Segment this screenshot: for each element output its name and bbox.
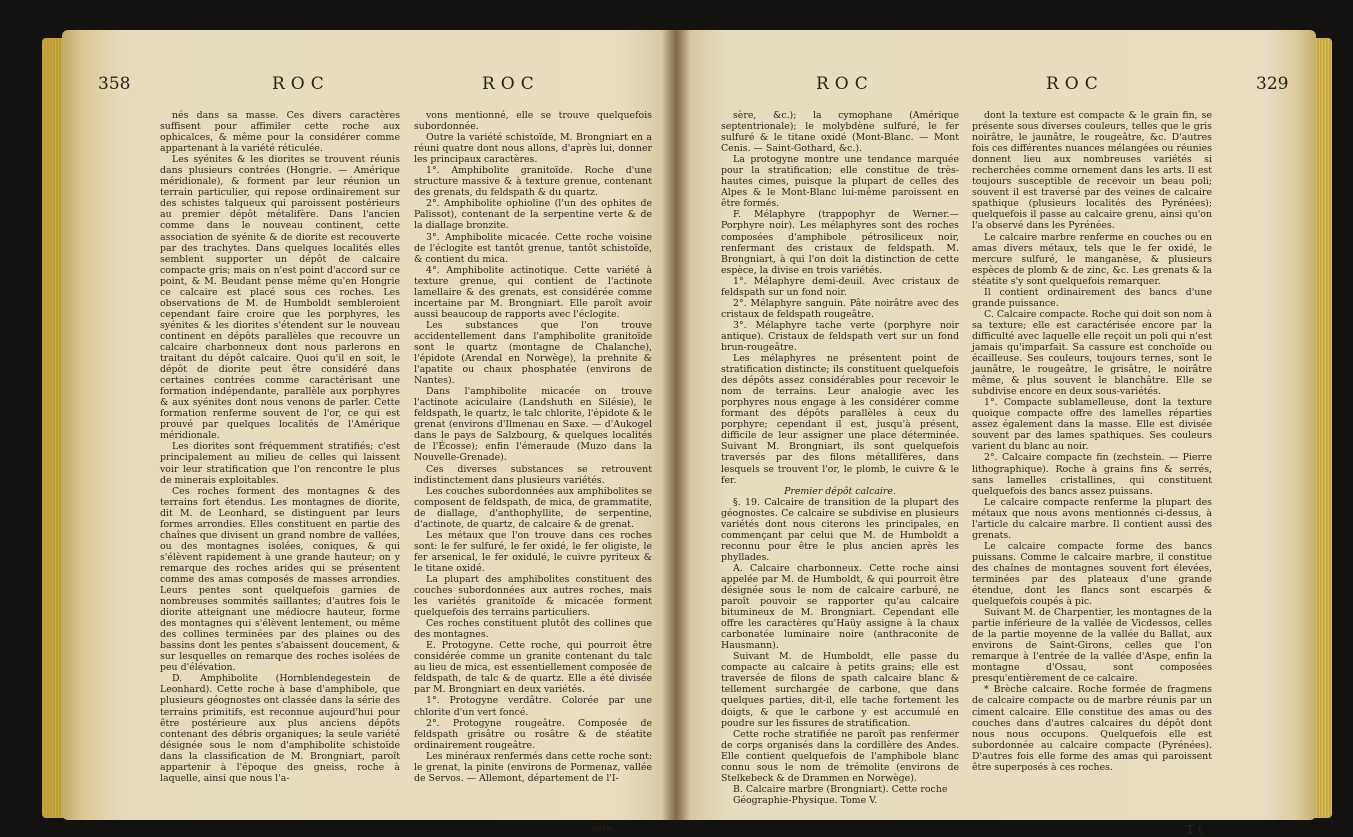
right-page xyxy=(676,30,1316,837)
right-running-head-1: ROC xyxy=(816,74,874,94)
paragraph: Les diorites sont fréquemment stratifiés; c'est principalement au milieu de celles qui laissent voir leur stratification que l'on rencontre le plus de minerais exploitables. xyxy=(160,441,400,486)
left-page-column-1 xyxy=(160,110,400,784)
paragraph: vons mentionné, elle se trouve quelquefois subordonnée. xyxy=(414,110,652,133)
left-page-number: 358 xyxy=(98,74,131,94)
paragraph: Outre la variété schistoïde, M. Brongniart en a réuni quatre dont nous allons, d'après lui, donner les principaux caractères. xyxy=(414,132,652,166)
paragraph: * Brèche calcaire. Roche formée de fragmens de calcaire compacte ou de marbre réunis par un ciment calcaire. Elle constitue des amas ou des couches dans d'autres calcaires du dépôt dont nous nous occupons. Quelquefois elle est subordonnée au calcaire compacte (Pyrénées). D'autres fois elle forme des amas qui paroissent être superposés à ces roches. xyxy=(972,684,1212,773)
paragraph: Il contient ordinairement des bancs d'une grande puissance. xyxy=(972,286,1212,309)
right-page-column-2 xyxy=(972,110,1212,773)
paragraph: Suivant M. de Humboldt, elle passe du compacte au calcaire à petits grains; elle est traversée de filons de spath calcaire blanc & tellement surchargée de carbone, que dans quelques parties, dit-il, elle tache fortement les doigts, & que le carbone y est accumulé en poudre sur les fissures de stratification. xyxy=(721,651,959,729)
paragraph: B. Calcaire marbre (Brongniart). Cette roche xyxy=(733,783,948,795)
left-page xyxy=(62,30,676,834)
paragraph: Suivant M. de Charpentier, les montagnes de la partie inférieure de la vallée de Vicdessos, celles de la partie moyenne de la vallée du Ballat, aux environs de Saint-Girons, celles que l'on remarque à l'entrée de la vallée d'Aspe, enfin la montagne d'Ossau, sont composées presqu'entièrement de ce calcaire. xyxy=(972,607,1212,685)
paragraph: dont la texture est compacte & le grain fin, se présente sous diverses couleurs, telles que le gris noirâtre, le jaunâtre, le rougeâtre, &c. D'autres fois ces différentes nuances mélangées ou réunies donnent lieu aux nombreuses variétés si recherchées comme ornement dans les arts. Il est toujours susceptible de recevoir un beau poli; souvent il est traversé par des veines de calcaire spathique (plusieurs localités des Pyrénées); quelquefois il passe au calcaire grenu, ainsi qu'on l'a observé dans les Pyrénées. xyxy=(972,110,1212,232)
paragraph: Le calcaire marbre renferme en couches ou en amas divers métaux, tels que le fer oxidé, le mercure sulfuré, le manganèse, & plusieurs espèces de plomb & de zinc, &c. Les grenats & la stéatite s'y sont quelquefois remarquer. xyxy=(972,231,1212,287)
paragraph: 1°. Protogyne verdâtre. Colorée par une chlorite d'un vert foncé. xyxy=(414,695,652,718)
paragraph: Le calcaire compacte forme des bancs puissans. Comme le calcaire marbre, il constitue des chaînes de montagnes souvent fort élevées, terminées par des plateaux d'une grande étendue, dont les flancs sont escarpés & quelquefois coupés à pic. xyxy=(972,540,1212,608)
left-page-column-2 xyxy=(414,110,652,784)
paragraph: 1°. Amphibolite granitoïde. Roche d'une structure massive & à texture grenue, contenant des grenats, du feldspath & du quartz. xyxy=(414,165,652,199)
paragraph: A. Calcaire charbonneux. Cette roche ainsi appelée par M. de Humboldt, & qui pourroit être désignée sous le nom de calcaire carburé, ne paroît pouvoir se rapporter qu'au calcaire bitumineux de M. Brongniart. Cependant elle offre les caractères qu'Haüy assigne à la chaux carbonatée luminaire noire (anthraconite de Hausmann). xyxy=(721,562,959,652)
paragraph: nés dans sa masse. Ces divers caractères suffisent pour affimiler cette roche aux ophicalces, & même pour la considérer comme appartenant à la variété réticulée. xyxy=(160,110,400,155)
paragraph: 4°. Amphibolite actinotique. Cette variété à texture grenue, qui contient de l'actinote lamellaire & des grenats, est considérée comme incertaine par M. Brongniart. Elle paroît avoir aussi beaucoup de rapports avec l'éclogite. xyxy=(414,264,652,320)
paragraph: sère, &c.); la cymophane (Amérique septentrionale); le molybdène sulfuré, le fer sulfuré & le titane oxidé (Mont-Blanc. — Mont Cenis. — Saint-Gothard, &c.). xyxy=(721,110,959,155)
paragraph: E. Protogyne. Cette roche, qui pourroit être considérée comme un granite contenant du talc au lieu de mica, est essentiellement composée de feldspath, de talc & de quartz. Elle a été divisée par M. Brongniart en deux variétés. xyxy=(414,640,652,696)
paragraph: 1°. Mélaphyre demi-deuil. Avec cristaux de feldspath sur un fond noir. xyxy=(721,275,959,298)
paragraph: Les minéraux renfermés dans cette roche sont: le grenat, la pinite (environs de Pormenaz, vallée de Servos. — Allemont, département de l'I- xyxy=(414,750,652,784)
paragraph: 2°. Protogyne rougeâtre. Composée de feldspath grisâtre ou rosâtre & de stéatite ordinairement rougeâtre. xyxy=(414,717,652,751)
paragraph: C. Calcaire compacte. Roche qui doit son nom à sa texture; elle est caractérisée encore par la difficulté avec laquelle elle reçoit un poli qui n'est jamais qu'imparfait. Sa cassure est conchoïde ou écailleuse. Ses couleurs, toujours ternes, sont le jaunâtre, le rougeâtre, le grisâtre, le noirâtre même, & plus souvent le blanchâtre. Elle se subdivise encore en deux sous-variétés. xyxy=(972,308,1212,398)
left-catchword: sère, xyxy=(592,823,616,834)
paragraph: Ces roches forment des montagnes & des terrains fort étendus. Les montagnes de diorite, dit M. de Leonhard, se distinguent par leurs formes arrondies. Elles constituent en partie des chaînes que divisent un grand nombre de vallées, ou des montagnes isolées, coniques, & qui s'élèvent rapidement à une grande hauteur; on y remarque des roches arides qui se présentent comme des amas composés de masses arrondies. Leurs pentes sont quelquefois garnies de nombreuses sommités saillantes; d'autres fois le diorite atteignant une médiocre hauteur, forme des montagnes qui s'élèvent lentement, ou même des collines terminées par des plaines ou des bassins dont les pentes s'abaissent doucement, & sur lesquelles on remarque des roches isolées de peu d'élévation. xyxy=(160,485,400,674)
paragraph: Cette roche stratifiée ne paroît pas renfermer de corps organisés dans la cordillère des Andes. Elle contient quelquefois de l'amphibole blanc connu sous le nom de trémolite (environs de Stelkebeck & de Drammen en Norwège). xyxy=(721,728,959,784)
paragraph: 2°. Calcaire compacte fin (zechstein. — Pierre lithographique). Roche à grains fins & serrés, sans lamelles cristallines, qui constituent quelquefois des bancs assez puissans. xyxy=(972,452,1212,497)
signature-mark: T t xyxy=(1186,823,1203,837)
paragraph: 2°. Mélaphyre sanguin. Pâte noirâtre avec des cristaux de feldspath rougeâtre. xyxy=(721,297,959,320)
right-page-number: 329 xyxy=(1256,74,1289,94)
paragraph: Les substances que l'on trouve accidentellement dans l'amphibolite granitoïde sont le quartz (montagne de Chalanche), l'épidote (Arendal en Norwège), la prehnite & l'apatite ou chaux phosphatée (environs de Nantes). xyxy=(414,319,652,387)
paragraph: Ces diverses substances se retrouvent indistinctement dans plusieurs variétés. xyxy=(414,463,652,486)
left-running-head-1: ROC xyxy=(272,74,330,94)
paragraph: Ces roches constituent plutôt des collines que des montagnes. xyxy=(414,618,652,641)
right-running-head-2: ROC xyxy=(1046,74,1104,94)
left-page-edges xyxy=(42,38,64,818)
paragraph: La protogyne montre une tendance marquée pour la stratification; elle constitue de très-hautes cimes, puisque la plupart de celles des Alpes & le Mont-Blanc lui-même paroissent en être formés. xyxy=(721,154,959,210)
paragraph: 1°. Compacte sublamelleuse, dont la texture quoique compacte offre des lamelles réparties assez également dans la masse. Elle est divisée souvent par des lames spathiques. Ses couleurs varient du blanc au noir. xyxy=(972,397,1212,453)
paragraph: D. Amphibolite (Hornblendegestein de Leonhard). Cette roche à base d'amphibole, que plusieurs géognostes ont classée dans la série des terrains primitifs, est reconnue aujourd'hui pour être postérieure aux plus anciens dépôts contenant des débris organiques; la seule variété désignée sous le nom d'amphibolite schistoïde dans la classification de M. Brongniart, paroît appartenir à l'époque des gneiss, roche à laquelle, ainsi que nous l'a- xyxy=(160,673,400,784)
paragraph: Les mélaphyres ne présentent point de stratification distincte; ils constituent quelquefois des dépôts assez considérables pour recevoir le nom de terrains. Leur analogie avec les porphyres nous engage à les considérer comme formant des dépôts parallèles à ceux du porphyre; cependant il est, jusqu'à présent, difficile de leur assigner une place déterminée. Suivant M. Brongniart, ils sont quelquefois traversés par des filons métallifères, dans lesquels se trouvent l'or, le plomb, le cuivre & le fer. xyxy=(721,353,959,486)
right-page-column-1 xyxy=(721,110,959,806)
paragraph: Le calcaire compacte renferme la plupart des métaux que nous avons mentionnés ci-dessus, à l'article du calcaire marbre. Il contient aussi des grenats. xyxy=(972,496,1212,541)
paragraph: Premier dépôt calcaire. xyxy=(784,485,896,497)
paragraph: 3°. Mélaphyre tache verte (porphyre noir antique). Cristaux de feldspath vert sur un fond brun-rougeâtre. xyxy=(721,319,959,353)
paragraph: Géographie-Physique. Tome V. xyxy=(733,794,878,806)
paragraph: 3°. Amphibolite micacée. Cette roche voisine de l'éclogite est tantôt grenue, tantôt schistoïde, & contient du mica. xyxy=(414,231,652,265)
paragraph: 2°. Amphibolite ophioline (l'un des ophites de Palissot), contenant de la serpentine verte & de la diallage bronzite. xyxy=(414,198,652,232)
left-running-head-2: ROC xyxy=(482,74,540,94)
paragraph: §. 19. Calcaire de transition de la plupart des géognostes. Ce calcaire se subdivise en plusieurs variétés dont nous citerons les principales, en commençant par celui que M. de Humboldt a reconnu pour être le plus ancien après les phyllades. xyxy=(721,496,959,563)
paragraph: Dans l'amphibolite micacée on trouve l'actinote aciculaire (Landshuth en Silésie), le feldspath, le quartz, le talc chlorite, l'épidote & le grenat (environs d'Ilmenau en Saxe. — d'Aukogel dans le pays de Salzbourg, & quelques localités de l'Écosse); enfin l'émeraude (Muzo dans la Nouvelle-Grenade). xyxy=(414,386,652,464)
paragraph: Les couches subordonnées aux amphibolites se composent de feldspath, de mica, de grammatite, de diallage, d'anthophyllite, de serpentine, d'actinote, de quartz, de calcaire & de grenat. xyxy=(414,485,652,530)
paragraph: F. Mélaphyre (trappophyr de Werner.—Porphyre noir). Les mélaphyres sont des roches composées d'amphibole pétrosiliceux noir, renfermant des cristaux de feldspath. M. Brongniart, à qui l'on doit la distinction de cette espèce, la divise en trois variétés. xyxy=(721,209,959,276)
paragraph: La plupart des amphibolites constituent des couches subordonnées aux autres roches, mais les variétés granitoïde & micacée forment quelquefois des terrains particuliers. xyxy=(414,573,652,619)
book-gutter xyxy=(662,30,690,820)
paragraph: Les métaux que l'on trouve dans ces roches sont: le fer sulfuré, le fer oxidé, le fer oligiste, le fer arsenical, le fer oxidulé, le cuivre pyriteux & le titane oxidé. xyxy=(414,529,652,574)
paragraph: Les syénites & les diorites se trouvent réunis dans plusieurs contrées (Hongrie. — Amérique méridionale), & forment par leur réunion un terrain particulier, qui repose ordinairement sur des schistes talqueux qui paroissent postérieurs au premier dépôt métalifère. Dans l'ancien comme dans le nouveau continent, cette association de syénite & de diorite est recouverte par des trachytes. Dans quelques localités elles semblent supporter un dépôt de calcaire compacte gris; mais on n'est point d'accord sur ce point, & M. Beudant pense même qu'en Hongrie ce calcaire est placé sous ces roches. Les observations de M. de Humboldt sembleroient cependant faire croire que les porphyres, les syénites & les diorites s'étendent sur le nouveau continent en dépôts parallèles que recouvre un calcaire charbonneux dont nous parlerons en traitant du dépôt calcaire. Quoi qu'il en soit, le dépôt de diorite peut être considéré dans certaines contrées comme caractérisant une formation indépendante, parallèle aux porphyres & aux syénites dont nous venons de parler. Cette formation renferme souvent de l'or, ce qui est prouvé par quelques localités de l'Amérique méridionale. xyxy=(160,154,400,442)
